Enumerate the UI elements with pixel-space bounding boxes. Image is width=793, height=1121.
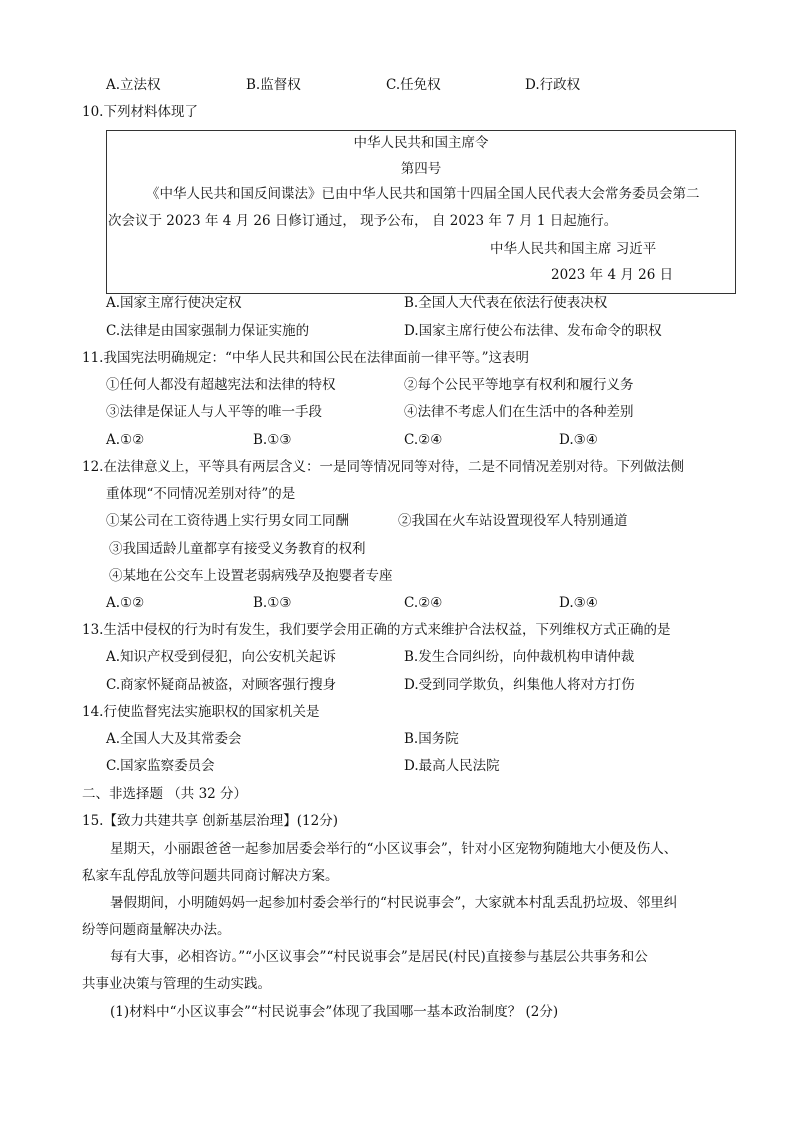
q9-option-d: D.行政权: [525, 77, 581, 93]
q13-option-c: C.商家怀疑商品被盗，对顾客强行搜身: [106, 677, 337, 693]
q15-para2-line1: 暑假期间，小明随妈妈一起参加村委会举行的“村民说事会”，大家就本村乱丢乱扔垃圾、邻里纠: [110, 895, 678, 911]
q11-item-1: ①任何人都没有超越宪法和法律的特权: [106, 377, 336, 393]
decree-number: 第四号: [400, 161, 442, 177]
q12-option-d: D.③④: [559, 595, 598, 611]
q13-stem: 13.生活中侵权的行为时有发生，我们要学会用正确的方式来维护合法权益，下列维权方式正确的是: [82, 622, 671, 638]
q11-option-a: A.①②: [106, 432, 145, 448]
q11-option-b: B.①③: [253, 432, 292, 448]
q12-option-b: B.①③: [253, 595, 292, 611]
q15-para2-line2: 纷等问题商量解决办法。: [82, 922, 231, 938]
section-heading: 二、非选择题 （共 32 分）: [82, 786, 248, 802]
q14-option-c: C.国家监察委员会: [106, 758, 215, 774]
q14-stem: 14.行使监督宪法实施职权的国家机关是: [82, 704, 320, 720]
q11-stem: 11.我国宪法明确规定：“中华人民共和国公民在法律面前一律平等。”这表明: [82, 350, 530, 366]
q12-item-3: ③我国适龄儿童都享有接受义务教育的权利: [109, 541, 366, 557]
decree-date: 2023 年 4 月 26 日: [551, 267, 674, 283]
q12-option-a: A.①②: [106, 595, 145, 611]
q15-title: 15.【致力共建共享 创新基层治理】(12分): [82, 813, 338, 829]
decree-signature: 中华人民共和国主席 习近平: [490, 241, 657, 257]
q15-para1-line2: 私家车乱停乱放等问题共同商讨解决方案。: [82, 868, 339, 884]
q15-para3-line2: 共事业决策与管理的生动实践。: [82, 976, 271, 992]
q15-subquestion-1: (1)材料中“小区议事会”“村民说事会”体现了我国哪一基本政治制度？ (2分): [110, 1004, 559, 1020]
decree-title: 中华人民共和国主席令: [353, 135, 489, 151]
q10-stem: 10.下列材料体现了: [82, 104, 198, 120]
q11-item-2: ②每个公民平等地享有权利和履行义务: [404, 377, 634, 393]
decree-body-line2: 次会议于 2023 年 4 月 26 日修订通过， 现予公布， 自 2023 年 7 月 1 日起施行。: [108, 213, 618, 229]
q14-option-d: D.最高人民法院: [404, 758, 500, 774]
q9-option-c: C.任免权: [386, 77, 441, 93]
q13-option-a: A.知识产权受到侵犯，向公安机关起诉: [106, 649, 337, 665]
q10-option-d: D.国家主席行使公布法律、发布命令的职权: [404, 323, 662, 339]
q12-item-1: ①某公司在工资待遇上实行男女同工同酬: [106, 513, 349, 529]
q11-option-c: C.②④: [404, 432, 443, 448]
q10-option-a: A.国家主席行使决定权: [106, 295, 242, 311]
q12-option-c: C.②④: [404, 595, 443, 611]
q15-para3-line1: 每有大事，必相咨访。”“小区议事会”“村民说事会”是居民(村民)直接参与基层公共事务和公: [110, 949, 648, 965]
q12-stem-line1: 12.在法律意义上，平等具有两层含义：一是同等情况同等对待，二是不同情况差别对待。下列做法侧: [82, 459, 684, 475]
q9-option-b: B.监督权: [246, 77, 301, 93]
q12-item-4: ④某地在公交车上设置老弱病残孕及抱婴者专座: [109, 568, 393, 584]
q14-option-b: B.国务院: [404, 731, 459, 747]
q11-item-3: ③法律是保证人与人平等的唯一手段: [106, 404, 322, 420]
q13-option-d: D.受到同学欺负，纠集他人将对方打伤: [404, 677, 635, 693]
q12-item-2: ②我国在火车站设置现役军人特别通道: [398, 513, 628, 529]
q10-option-c: C.法律是由国家强制力保证实施的: [106, 323, 310, 339]
q11-option-d: D.③④: [559, 432, 598, 448]
q11-item-4: ④法律不考虑人们在生活中的各种差别: [404, 404, 634, 420]
q15-para1-line1: 星期天，小丽跟爸爸一起参加居委会举行的“小区议事会”，针对小区宠物狗随地大小便及伤人、: [110, 841, 678, 857]
q14-option-a: A.全国人大及其常委会: [106, 731, 242, 747]
q13-option-b: B.发生合同纠纷，向仲裁机构申请仲裁: [404, 649, 635, 665]
q12-stem-line2: 重体现“不同情况差别对待”的是: [106, 486, 296, 502]
q10-option-b: B.全国人大代表在依法行使表决权: [404, 295, 608, 311]
q9-option-a: A.立法权: [106, 77, 161, 93]
decree-body-line1: 《中华人民共和国反间谍法》已由中华人民共和国第十四届全国人民代表大会常务委员会第二: [146, 186, 700, 202]
